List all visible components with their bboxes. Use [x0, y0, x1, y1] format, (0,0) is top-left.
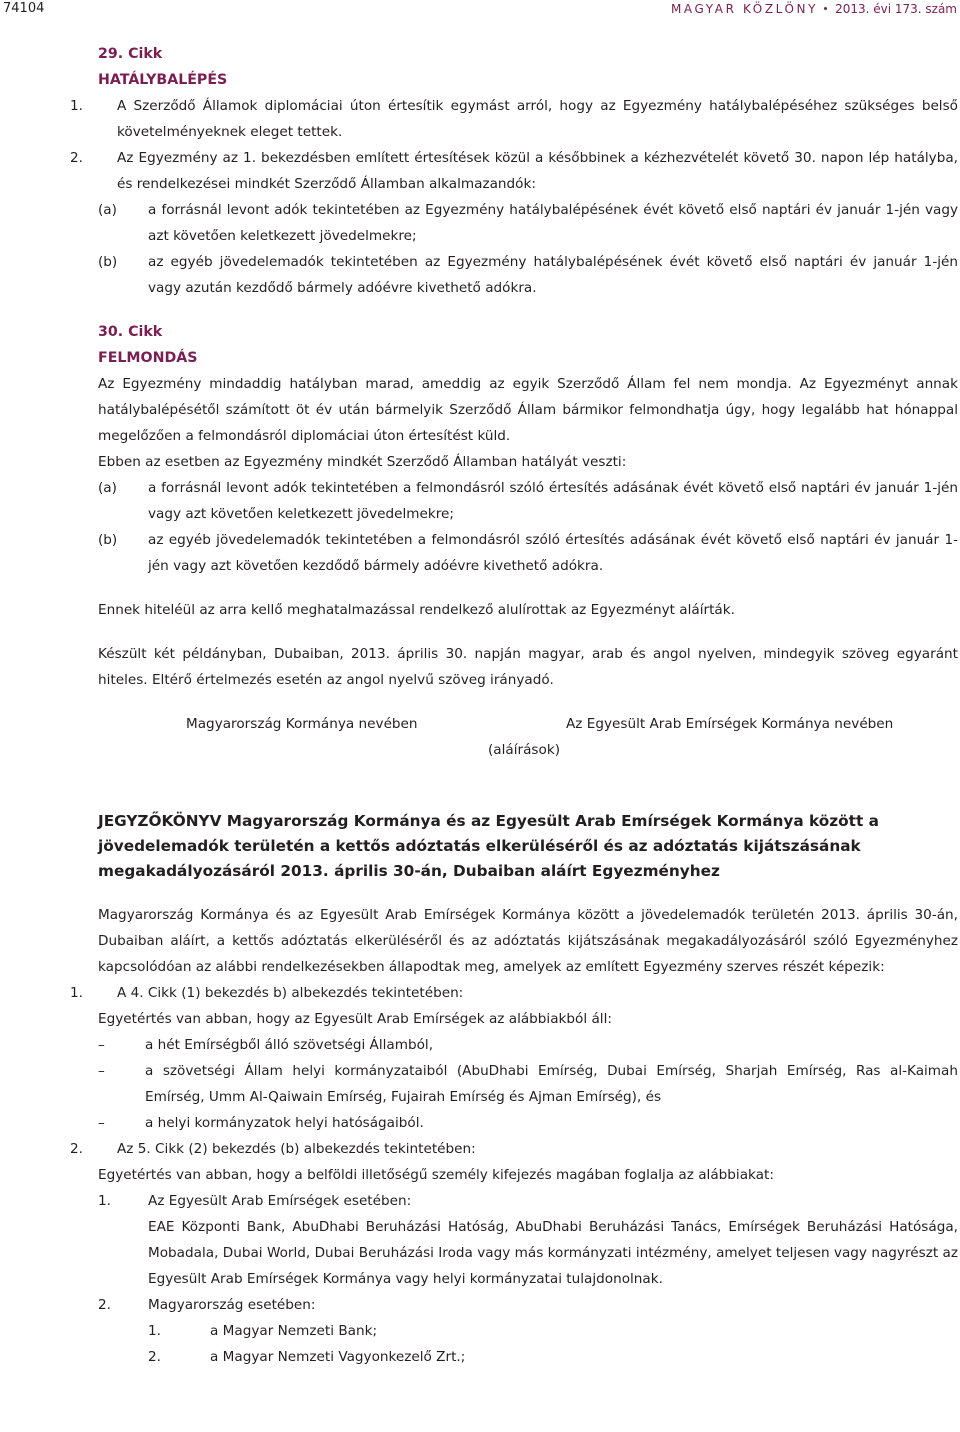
article-29-sub-b: (b) az egyéb jövedelemadók tekintetében az Egyezmény hatálybalépésének évét követő első naptári év január 1-jén vagy azután kezdődő bármely adóévre kivethető adókra.	[98, 254, 958, 296]
signature-uae: Az Egyesült Arab Emírségek Kormánya nevében	[566, 716, 894, 732]
protocol-item-2-text: Egyetértés van abban, hogy a belföldi illetőségű személy kifejezés magában foglalja az alábbiakat:	[98, 1167, 774, 1183]
protocol-intro: Magyarország Kormánya és az Egyesült Arab Emírségek Kormánya között a jövedelemadók területén 2013. április 30-án, Dubaiban aláírt, a kettős adóztatás elkerüléséről és az adóztatás kijátszásának megakadályozásáról szóló Egyezményhez kapcsolódóan az alábbi rendelkezésekben állapodtak meg, amelyek az említett Egyezmény szerves részét képezik:	[98, 907, 958, 975]
protocol-item-1-heading: 1. A 4. Cikk (1) bekezdés b) albekezdés tekintetében:	[70, 985, 464, 1001]
protocol-dash-item: – a hét Emírségből álló szövetségi Államból,	[98, 1037, 434, 1053]
protocol-title: JEGYZŐKÖNYV Magyarország Kormánya és az Egyesült Arab Emírségek Kormánya között a jövedelemadók területén a kettős adóztatás elkerüléséről és az adóztatás kijátszásának megakadályozásáról 2013. április 30-án, Dubaiban aláírt Egyezményhez	[98, 812, 879, 880]
protocol-item-2-heading: 2. Az 5. Cikk (2) bekezdés (b) albekezdés tekintetében:	[70, 1141, 476, 1157]
made-in-clause: Készült két példányban, Dubaiban, 2013. április 30. napján magyar, arab és angol nyelven, mindegyik szöveg egyaránt hiteles. Eltérő értelmezés esetén az angol nyelvű szöveg irányadó.	[98, 646, 958, 688]
signature-block	[98, 711, 958, 765]
article-29-item-2: 2. Az Egyezmény az 1. bekezdésben említett értesítések közül a későbbinek a kézhezvételét követő 30. napon lép hatályba, és rendelkezései mindkét Szerződő Államban alkalmazandók:	[70, 150, 958, 192]
article-29-sub-a: (a) a forrásnál levont adók tekintetében az Egyezmény hatálybalépésének évét követő első naptári év január 1-jén vagy azt követően keletkezett jövedelmekre;	[98, 202, 958, 244]
protocol-dash-item: – a helyi kormányzatok helyi hatóságaiból.	[98, 1115, 424, 1131]
document-body	[70, 41, 958, 1370]
journal-header	[671, 0, 957, 18]
protocol-dash-item: – a szövetségi Állam helyi kormányzataiból (AbuDhabi Emírség, Dubai Emírség, Sharjah Emírség, Ras al-Kaimah Emírség, Umm Al-Qaiwain Emírség, Fujairah Emírség és Ajman Emírség), és	[98, 1063, 958, 1105]
page-number: 74104	[3, 1, 45, 16]
article-30-paragraph-2: Ebben az esetben az Egyezmény mindkét Szerződő Államban hatályát veszti:	[98, 454, 627, 470]
protocol-nested-item: 2. a Magyar Nemzeti Vagyonkezelő Zrt.;	[148, 1349, 466, 1365]
article-30-title: FELMONDÁS	[98, 350, 198, 366]
protocol-item-1-text: Egyetértés van abban, hogy az Egyesült Arab Emírségek az alábbiakból áll:	[98, 1011, 612, 1027]
signatures-note: (aláírások)	[488, 742, 561, 758]
protocol-nested-item: 1. a Magyar Nemzeti Bank;	[148, 1323, 378, 1339]
signature-hungary: Magyarország Kormánya nevében	[186, 716, 418, 732]
journal-title: MAGYAR KÖZLÖNY	[670, 2, 819, 16]
witness-clause: Ennek hiteléül az arra kellő meghatalmazással rendelkező alulírottak az Egyezményt aláírták.	[98, 602, 735, 618]
protocol-item-2-sub-2-heading: 2. Magyarország esetében:	[98, 1297, 316, 1313]
article-29-item-1: 1. A Szerződő Államok diplomáciai úton értesítik egymást arról, hogy az Egyezmény hatálybalépéséhez szükséges belső követelményeknek eleget tettek.	[70, 98, 958, 140]
protocol-item-2-sub-1-heading: 1. Az Egyesült Arab Emírségek esetében:	[98, 1193, 412, 1209]
article-30-number: 30. Cikk	[98, 324, 163, 340]
article-30-sub-b: (b) az egyéb jövedelemadók tekintetében a felmondásról szóló értesítés adásának évét követő első naptári év január 1-jén vagy azt követően kezdődő bármely adóévre kivethető adókra.	[98, 532, 958, 574]
issue-number: 2013. évi 173. szám	[835, 2, 957, 16]
article-30-paragraph-1: Az Egyezmény mindaddig hatályban marad, ameddig az egyik Szerződő Állam fel nem mondja. Az Egyezményt annak hatálybalépésétől számított öt év után bármelyik Szerződő Állam bármikor felmondhatja úgy, hogy legalább hat hónappal megelőzően a felmondásról diplomáciai úton értesítést küld.	[98, 376, 958, 444]
article-29-number: 29. Cikk	[98, 46, 163, 62]
page-header	[0, 0, 960, 22]
article-30-sub-a: (a) a forrásnál levont adók tekintetében a felmondásról szóló értesítés adásának évét követő első naptári év január 1-jén vagy azt követően keletkezett jövedelmekre;	[98, 480, 958, 522]
article-29-title: HATÁLYBALÉPÉS	[98, 72, 228, 88]
protocol-item-2-sub-1-text: EAE Központi Bank, AbuDhabi Beruházási Hatóság, AbuDhabi Beruházási Tanács, Emírségek Beruházási Hatósága, Mobadala, Dubai World, Dubai Beruházási Iroda vagy más kormányzati intézmény, amelyet teljesen vagy nagyrészt az Egyesült Arab Emírségek Kormánya vagy helyi kormányzatai tulajdonolnak.	[148, 1219, 958, 1287]
separator-dot-icon	[824, 7, 827, 10]
